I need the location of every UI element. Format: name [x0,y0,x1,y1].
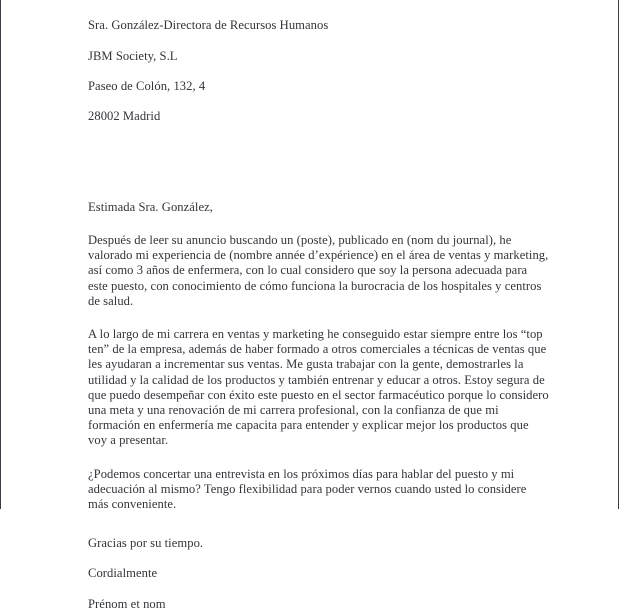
page-left-rule [0,0,1,509]
recipient-street-line: Paseo de Colón, 132, 4 [88,79,206,94]
closing-line: Cordialmente [88,566,158,581]
body-paragraph-3: ¿Podemos concertar una entrevista en los próximos días para hablar del puesto y mi adecuación al mismo? Tengo flexibilidad para poder vernos cuando usted lo considere más conveniente. [88,466,527,512]
recipient-name-line: Sra. González-Directora de Recursos Humanos [88,18,329,33]
recipient-company-line: JBM Society, S.L [88,48,178,63]
body-paragraph-2: A lo largo de mi carrera en ventas y marketing he conseguido estar siempre entre los “top ten” de la empresa, además de haber formado a otros comerciales a técnicas de ventas que les ayudaran a incrementar sus ventas. Me gusta trabajar con la gente, demostrarles la utilidad y la calidad de los productos y también entrenar y educar a otros. Estoy segura de que puedo desempeñar con éxito este puesto en el sector farmacéutico porque lo considero una meta y una renovación de mi carrera profesional, con la confianza de que mi formación en enfermería me capacita para entender y explicar mejor los productos que voy a presentar. [88,327,549,448]
salutation: Estimada Sra. González, [88,199,213,214]
body-paragraph-1: Después de leer su anuncio buscando un (poste), publicado en (nom du journal), he valorado mi experiencia de (nombre année d’expérience) en el área de ventas y marketing, así como 3 años de enfermera, con lo cual considero que soy la persona adecuada para este puesto, con conocimiento de cómo funciona la burocracia de los hospitales y centros de salud. [88,233,549,308]
signature-line: Prénom et nom [88,596,166,611]
letter-body [88,0,550,612]
thanks-line: Gracias por su tiempo. [88,536,204,551]
recipient-city-line: 28002 Madrid [88,109,161,124]
recipient-address [88,3,550,140]
page-right-rule [618,0,619,509]
